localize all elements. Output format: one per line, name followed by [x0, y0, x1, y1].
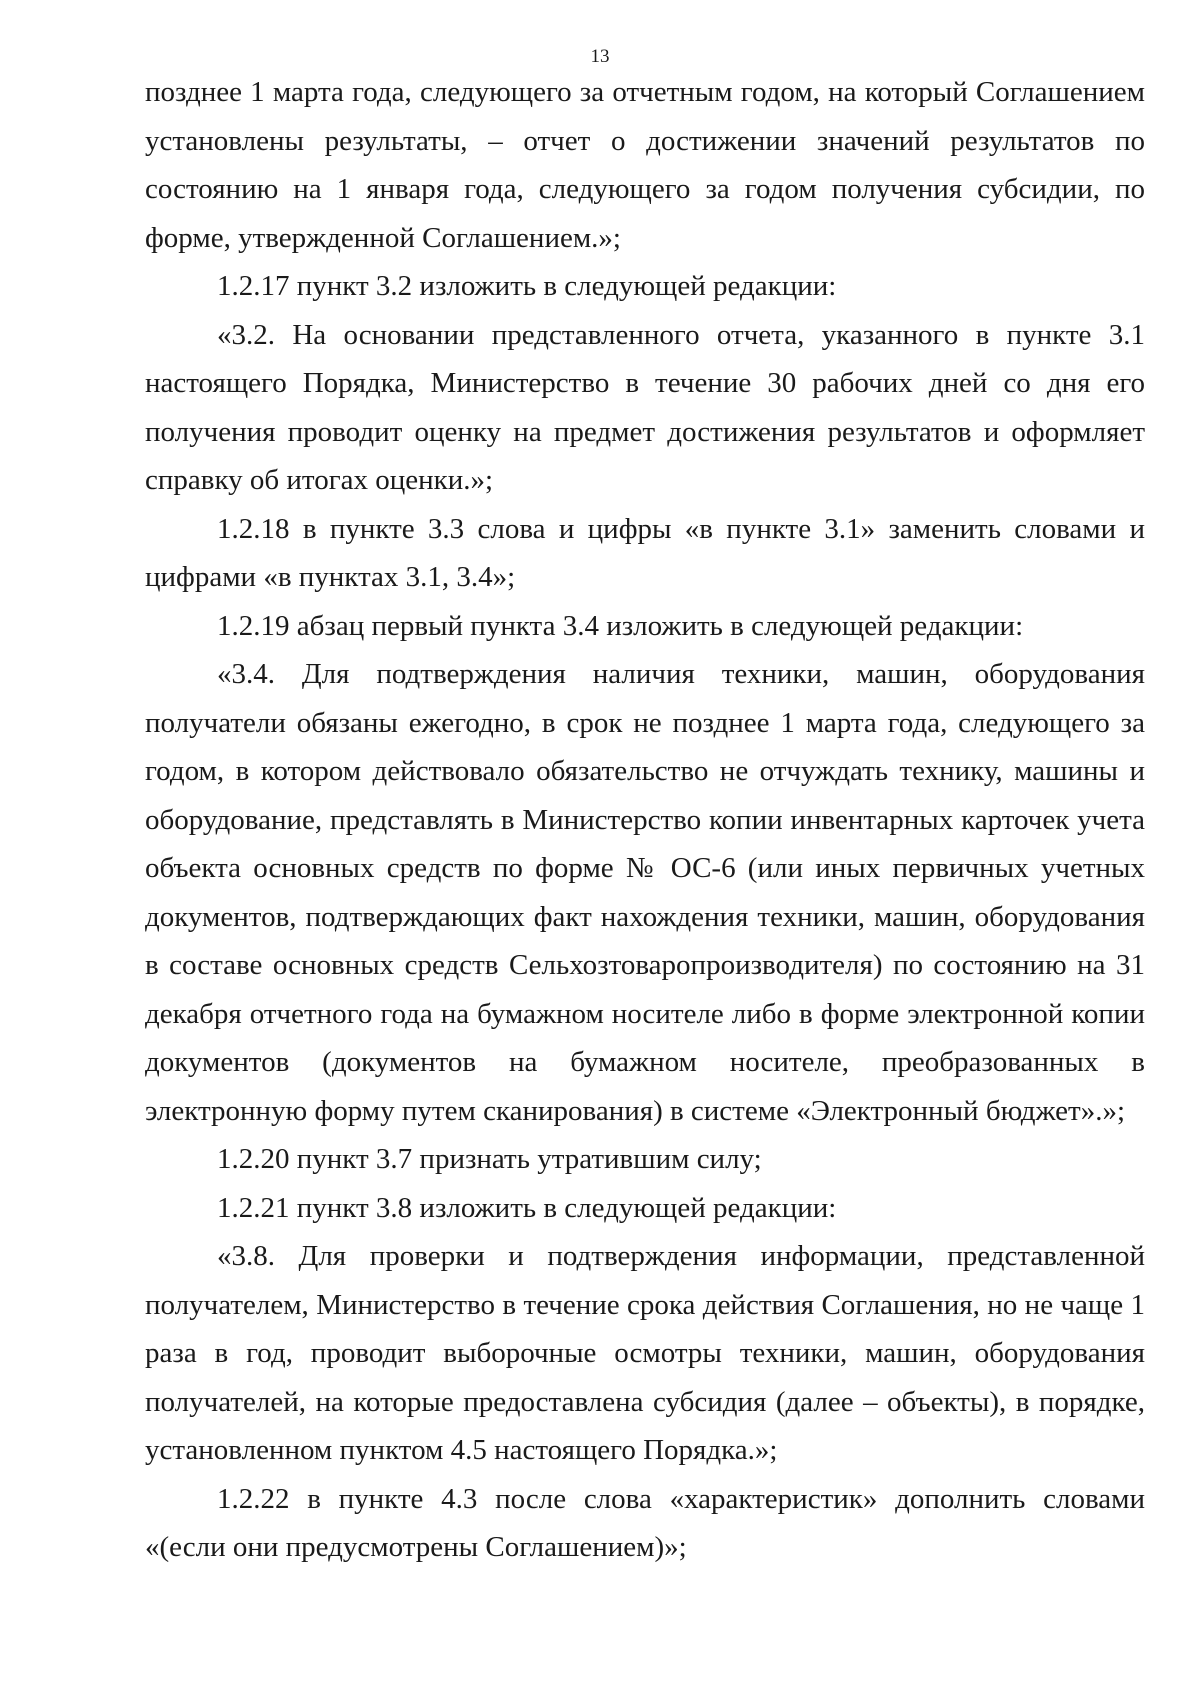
paragraph-item-1-2-22: 1.2.22 в пункте 4.3 после слова «характеристик» дополнить словами «(если они предусмотрены Соглашением)»; [145, 1482, 1145, 1563]
page-number: 13 [590, 46, 610, 67]
document-body [145, 68, 1145, 1572]
paragraph-item-1-2-21: 1.2.21 пункт 3.8 изложить в следующей редакции: [217, 1191, 837, 1224]
paragraph-quote-3-4: «3.4. Для подтверждения наличия техники, машин, оборудования получатели обязаны ежегодно, в срок не позднее 1 марта года, следующего за годом, в котором действовало обязательство не отчуждать технику, машины и оборудование, представлять в Министерство копии инвентарных карточек учета объекта основных средств по форме № ОС-6 (или иных первичных учетных документов, подтверждающих факт нахождения техники, машин, оборудования в составе основных средств Сельхозтоваропроизводителя) по состоянию на 31 декабря отчетного года на бумажном носителе либо в форме электронной копии документов (документов на бумажном носителе, преобразованных в электронную форму путем сканирования) в системе «Электронный бюджет».»; [145, 658, 1145, 1127]
paragraph-item-1-2-20: 1.2.20 пункт 3.7 признать утратившим силу; [217, 1143, 762, 1175]
paragraph-item-1-2-19: 1.2.19 абзац первый пункта 3.4 изложить в следующей редакции: [217, 609, 1024, 642]
paragraph-item-1-2-17: 1.2.17 пункт 3.2 изложить в следующей редакции: [217, 270, 837, 302]
paragraph-item-1-2-18: 1.2.18 в пункте 3.3 слова и цифры «в пункте 3.1» заменить словами и цифрами «в пунктах 3.1, 3.4»; [145, 512, 1145, 593]
paragraph-quote-3-8: «3.8. Для проверки и подтверждения информации, представленной получателем, Министерство в течение срока действия Соглашения, но не чаще 1 раза в год, проводит выборочные осмотры техники, машин, оборудования получателей, на которые предоставлена субсидия (далее – объекты), в порядке, установленном пунктом 4.5 настоящего Порядка.»; [145, 1240, 1145, 1466]
paragraph-continuation: позднее 1 марта года, следующего за отчетным годом, на который Соглашением установлены результаты, – отчет о достижении значений результатов по состоянию на 1 января года, следующего за годом получения субсидии, по форме, утвержденной Соглашением.»; [145, 76, 1145, 254]
paragraph-quote-3-2: «3.2. На основании представленного отчета, указанного в пункте 3.1 настоящего Порядка, Министерство в течение 30 рабочих дней со дня его получения проводит оценку на предмет достижения результатов и оформляет справку об итогах оценки.»; [145, 318, 1145, 496]
